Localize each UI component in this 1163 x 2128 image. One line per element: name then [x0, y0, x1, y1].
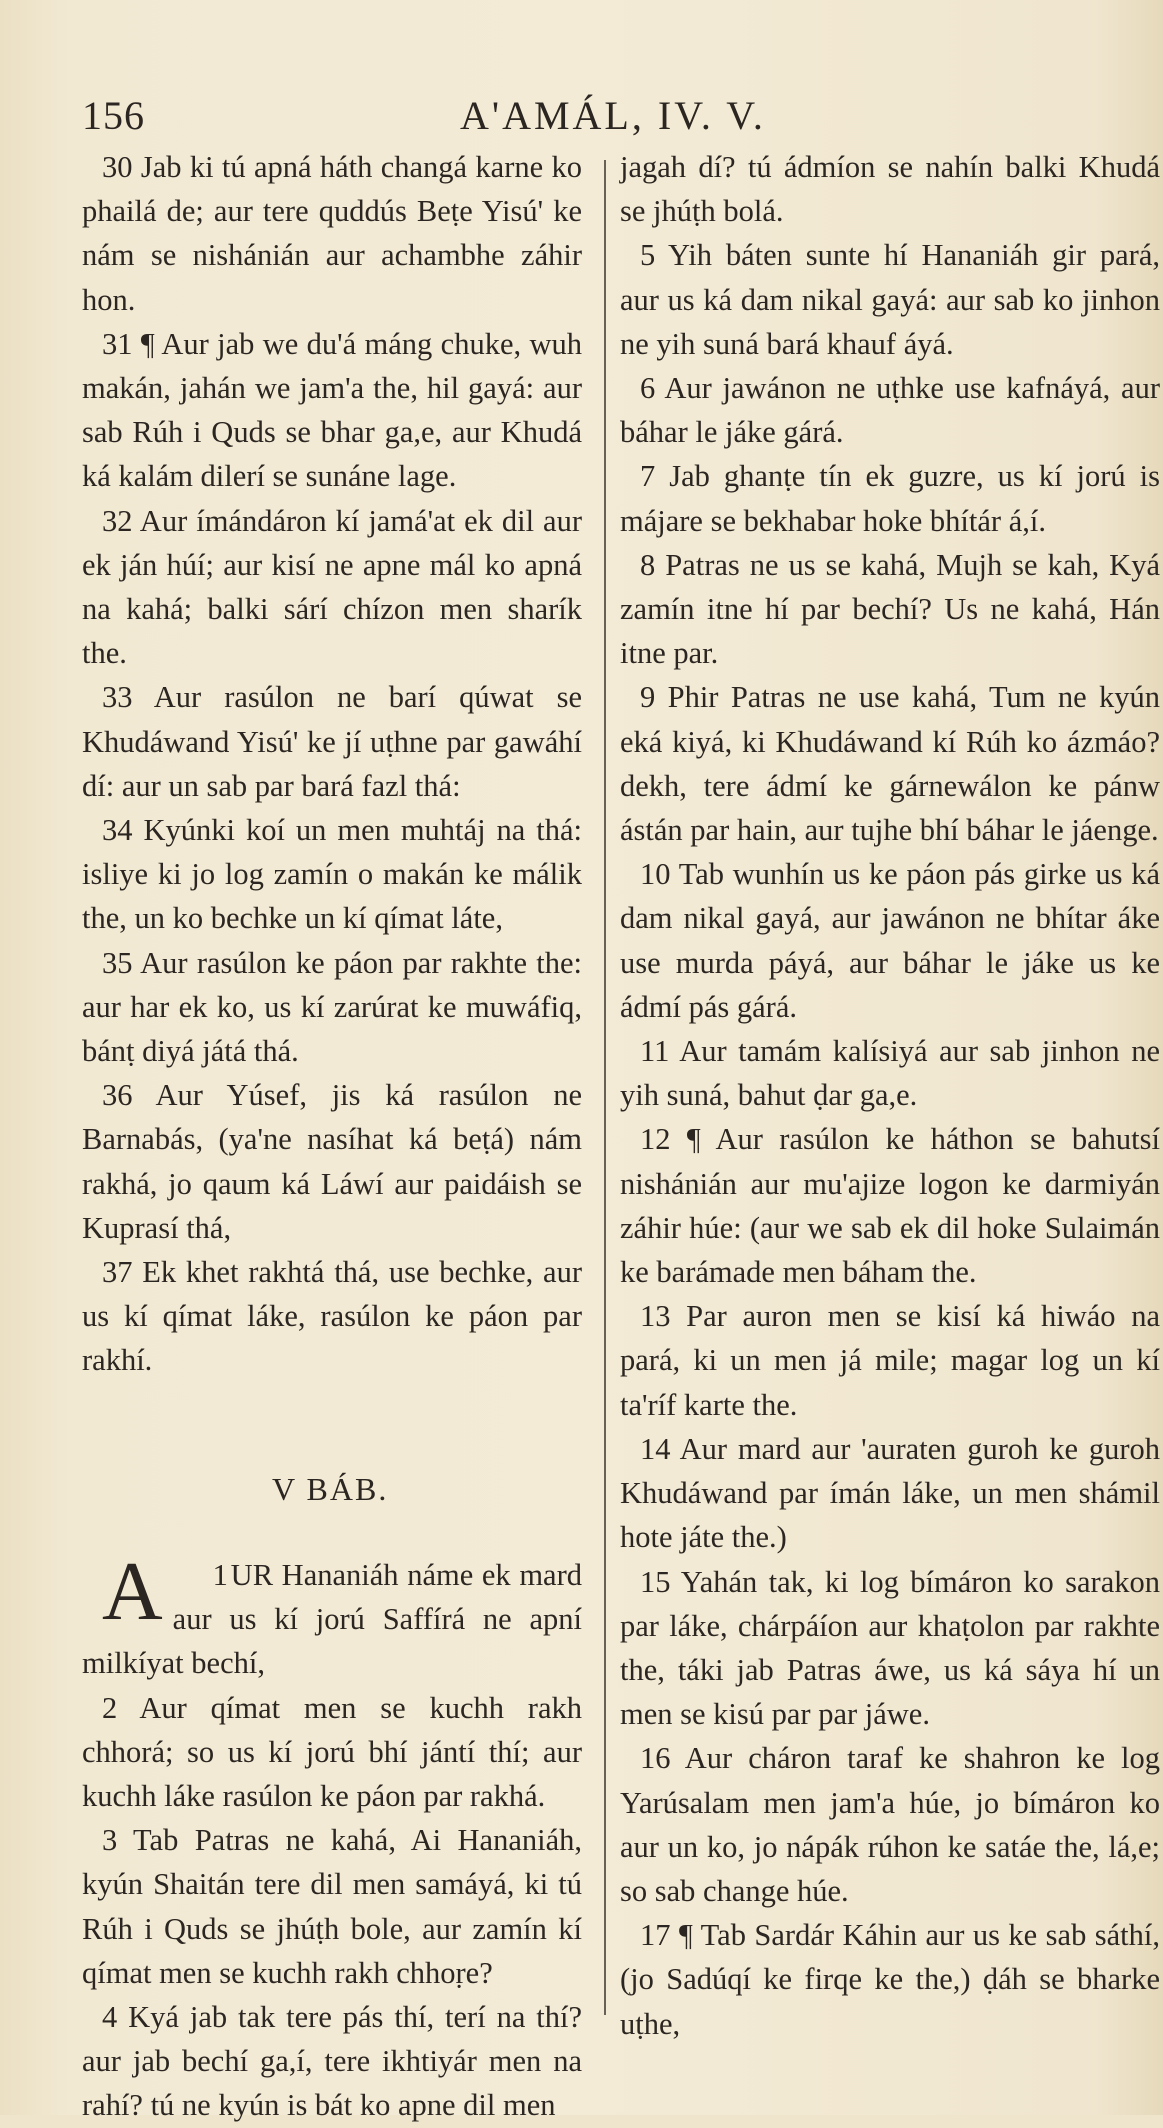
verse-12: 12 ¶ Aur rasúlon ke háthon se bahutsí nishánián aur mu'ajize logon ke darmiyán záhir húe: (aur we sab ek dil hoke Sulaimán ke barámade men báham the. — [620, 1122, 1160, 1290]
verse-37: 37 Ek khet rakhtá thá, use bechke, aur us kí qímat láke, rasúlon ke páon par rakhí. — [82, 1255, 582, 1378]
verse-1-number: 1 — [212, 1557, 228, 1592]
verse-31: 31 ¶ Aur jab we du'á máng chuke, wuh makán, jahán we jam'a the, hil gayá: aur sab Rúh i Quds se bhar ga,e, aur Khudá ká kalám dilerí se sunáne lage. — [82, 326, 582, 494]
right-column — [620, 145, 1160, 2046]
verse-1-text: UR Hananiáh náme ek mard aur us kí jorú Saffírá ne apní milkíyat bechí, — [82, 1557, 582, 1681]
verse-36: 36 Aur Yúsef, jis ká rasúlon ne Barnabás, (ya'ne nasíhat ká beṭá) nám rakhá, jo qaum ká Láwí aur paidáish se Kuprasí thá, — [82, 1078, 582, 1245]
verse-10: 10 Tab wunhín us ke páon pás girke us ká dam nikal gayá, aur jawánon ne bhítar áke use murda páyá, aur báhar le jáke us ke ádmí pás gárá. — [620, 857, 1160, 1024]
verse-30: 30 Jab ki tú apná háth changá karne ko phailá de; aur tere quddús Beṭe Yisú' ke nám se nishánián aur achambhe záhir hon. — [82, 150, 582, 317]
verse-7: 7 Jab ghanṭe tín ek guzre, us kí jorú is májare se bekhabar hoke bhítár á,í. — [620, 459, 1160, 538]
verse-13: 13 Par auron men se kisí ká hiwáo na pará, ki un men já mile; magar log un kí ta'ríf karte the. — [620, 1299, 1160, 1422]
drop-cap: A — [102, 1544, 163, 1638]
chapter-verse-2: 2 Aur qímat men se kuchh rakh chhorá; so us kí jorú bhí jántí thí; aur kuchh láke rasúlon ke páon par rakhá. — [82, 1690, 582, 1813]
verse-14: 14 Aur mard aur 'auraten guroh ke guroh Khudáwand par ímán láke, un men shámil hote játe the.) — [620, 1431, 1160, 1555]
verse-6: 6 Aur jawánon ne uṭhke use kafnáyá, aur báhar le jáke gárá. — [620, 371, 1160, 450]
verse-11: 11 Aur tamám kalísiyá aur sab jinhon ne yih suná, bahut ḍar ga,e. — [620, 1034, 1160, 1113]
verse-32: 32 Aur ímándáron kí jamá'at ek dil aur ek ján húí; aur kisí ne apne mál ko apná na kahá; balki sárí chízon men sharík the. — [82, 503, 582, 671]
verse-9: 9 Phir Patras ne use kahá, Tum ne kyún eká kiyá, ki Khudáwand kí Rúh ko ázmáo? dekh, tere ádmí ke gárnewálon ke pánw ástán par hain, aur tujhe bhí báhar le jáenge. — [620, 680, 1160, 848]
verse-4-continuation: jagah dí? tú ádmíon se nahín balki Khudá se jhúṭh bolá. — [620, 150, 1160, 229]
verse-16: 16 Aur cháron taraf ke shahron ke log Yarúsalam men jam'a húe, jo bímáron ko aur un ko, jo nápák rúhon ke satáe the, lá,e; so sab change húe. — [620, 1741, 1160, 1908]
verse-34: 34 Kyúnki koí un men muhtáj na thá: isliye ki jo log zamín o makán ke málik the, un ko bechke un kí qímat láte, — [82, 813, 582, 936]
chapter-verse-4: 4 Kyá jab tak tere pás thí, terí na thí? aur jab bechí ga,í, tere ikhtiyár men na rahí? tú ne kyún is bát ko apne dil men — [82, 1999, 582, 2123]
column-divider — [604, 160, 606, 2015]
left-column — [82, 145, 582, 2128]
page-number: 156 — [82, 93, 145, 138]
verse-8: 8 Patras ne us se kahá, Mujh se kah, Kyá zamín itne hí par bechí? Us ne kahá, Hán itne par. — [620, 547, 1160, 671]
running-title: A'AMÁL, IV. V. — [460, 93, 766, 138]
verse-17: 17 ¶ Tab Sardár Káhin aur us ke sab sáthí, (jo Sadúqí ke firqe ke the,) ḍáh se bharke uṭhe, — [620, 1918, 1160, 2041]
verse-15: 15 Yahán tak, ki log bímáron ko sarakon par láke, chárpáíon aur khaṭolon par rakhte the, táki jab Patras áwe, us ká sáya hí un men se kisú par par jáwe. — [620, 1564, 1160, 1732]
verse-5: 5 Yih báten sunte hí Hananiáh gir pará, aur us ká dam nikal gayá: aur sab ko jinhon ne yih suná bará khauf áyá. — [620, 238, 1160, 361]
verse-33: 33 Aur rasúlon ne barí qúwat se Khudáwand Yisú' ke jí uṭhne par gawáhí dí: aur un sab par bará fazl thá: — [82, 680, 582, 803]
chapter-verse-3: 3 Tab Patras ne kahá, Ai Hananiáh, kyún Shaitán tere dil men samáyá, ki tú Rúh i Quds se jhúṭh bole, aur zamín kí qímat men se kuchh rakh chhoṛe? — [82, 1823, 582, 1990]
verse-35: 35 Aur rasúlon ke páon par rakhte the: aur har ek ko, us kí zarúrat ke muwáfiq, bánṭ diyá játá thá. — [82, 945, 582, 1069]
chapter-heading: V BÁB. — [272, 1470, 389, 1507]
chapter-verse-1 — [82, 1544, 582, 1686]
running-header — [80, 92, 1080, 142]
